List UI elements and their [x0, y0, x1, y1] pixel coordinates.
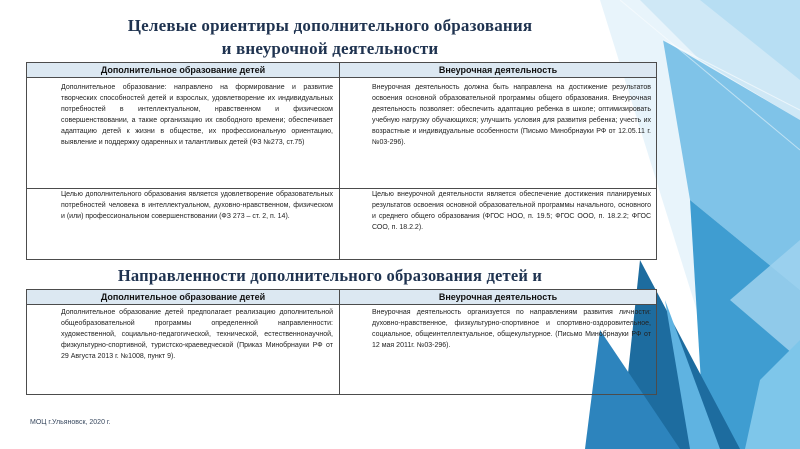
table-cell: Внеурочная деятельность организуется по направлениям развития личности: духовно-нравственное, физкультурно-спортивное и спортивно-оздоровительное, социальное, общеинтеллектуальное, общекультурное. (Письмо Минобрнауки РФ от 12 мая 2011г. №03-296). [340, 305, 657, 395]
column-header: Дополнительное образование детей [27, 63, 340, 78]
column-header: Внеурочная деятельность [340, 63, 657, 78]
table-cell: Внеурочная деятельность должна быть направлена на достижение результатов освоения основной образовательной программы общего образования. Внеурочная деятельность позволяет: обеспечить адаптацию ребенка в школе; оптимизировать учебную нагрузку обучающихся; улучшить условия для развития ребенка; учесть их возрастные и индивидуальные особенности (Письмо Минобрнауки РФ от 12.05.11 г. №03-296). [340, 78, 657, 189]
table-cell: Целью внеурочной деятельности является обеспечение достижения планируемых результатов освоения основной образовательной программы начального, основного и среднего общего образования (ФГОС НОО, п. 19.5; ФГОС ООО, п. 18.2.2; ФГОС СОО, п. 18.2.2). [340, 189, 657, 260]
column-header: Внеурочная деятельность [340, 290, 657, 305]
column-header: Дополнительное образование детей [27, 290, 340, 305]
page-title-line2: и внеурочной деятельности [221, 39, 439, 58]
page-title-line1: Целевые ориентиры дополнительного образования [127, 16, 533, 35]
goals-table [26, 62, 657, 260]
directions-table [26, 289, 657, 395]
table-cell: Целью дополнительного образования является удовлетворение образовательных потребностей человека в интеллектуальном, духовно-нравственном, физическом и (или) профессиональном совершенствовании (ФЗ 273 – ст. 2, п. 14). [27, 189, 340, 260]
table-row [27, 189, 657, 260]
table-header-row [27, 63, 657, 78]
table-cell: Дополнительное образование детей предполагает реализацию дополнительной общеобразовательной программы определенной направленности: художественной, социально-педагогической, технической, естественнонаучной, физкультурно-спортивной, туристско-краеведческой (Приказ Минобрнауки РФ от 29 Августа 2013 г. №1008, пункт 9). [27, 305, 340, 395]
table-row [27, 78, 657, 189]
table-row [27, 305, 657, 395]
table-header-row [27, 290, 657, 305]
footer-text: МОЦ г.Ульяновск, 2020 г. [30, 419, 111, 426]
table-cell: Дополнительное образование: направлено на формирование и развитие творческих способностей детей и взрослых, удовлетворение их индивидуальных потребностей в интеллектуальном, нравственном и физическом совершенствовании, а также организацию их свободного времени; обеспечивает адаптацию детей к жизни в обществе, их профессиональную ориентацию, выявление и поддержку одаренных и талантливых детей (ФЗ №273, ст.75) [27, 78, 340, 189]
section-title: Направленности дополнительного образования детей и [117, 266, 543, 285]
